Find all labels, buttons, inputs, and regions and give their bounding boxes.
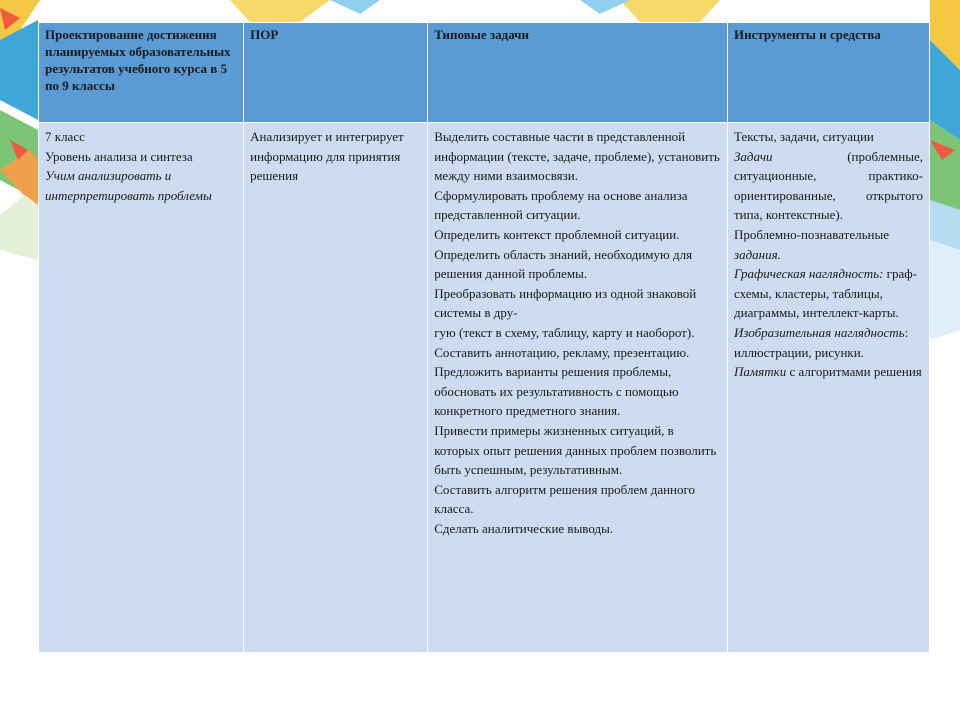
cell-typical-tasks [428, 123, 728, 653]
tools-problem [734, 225, 923, 264]
cell-por [244, 123, 428, 653]
tools-tasks-label: Задачи [734, 148, 773, 164]
table-row [39, 123, 930, 653]
header-cell-por: ПОР [244, 23, 428, 123]
task-item: Сформулировать проблему на основе анализа представленной ситуации. [434, 187, 688, 223]
tools-visual-label: Изобразительная наглядность [734, 324, 905, 340]
tools-memo-label: Памятки [734, 364, 787, 380]
cell-grade-level [39, 123, 244, 653]
task-item: Привести примеры жизненных ситуаций, в которых опыт решения данных проблем позволить быть успешным, результативным. [434, 422, 717, 478]
level-text: Уровень анализа и синтеза [45, 148, 193, 164]
task-item: Сделать аналитические выводы. [434, 520, 614, 536]
task-item: Составить алгоритм решения проблем данного класса. [434, 481, 696, 517]
grade-text: 7 класс [45, 129, 85, 144]
tools-visual-text: : иллюстрации, рисунки. [734, 324, 909, 360]
task-item: Выделить составные части в представленной информации (тексте, задаче, проблеме), установить между ними взаимосвязи. [434, 129, 720, 184]
header-cell-design: Проектирование достижения планируемых образовательных результатов учебного курса в 5 по 9 классы [39, 23, 244, 123]
tools-graphic-text: граф-схемы, кластеры, таблицы, диаграммы, интеллект-карты. [734, 266, 917, 321]
tools-problem-text: Проблемно-познавательные [734, 226, 889, 242]
results-table-container [38, 22, 930, 652]
header-cell-tools: Инструменты и средства [728, 23, 930, 123]
task-item: Составить аннотацию, рекламу, презентацию. [434, 344, 690, 360]
tools-tasks-text: (проблемные, ситуационные, практико-ориентированные, открытого типа, контекстные). [734, 148, 923, 223]
tools-visual [734, 323, 923, 362]
task-item: Определить область знаний, необходимую для решения данной проблемы. [434, 246, 693, 282]
task-item: Определить контекст проблемной ситуации. [434, 226, 680, 242]
goal-text: Учим анализировать и интерпретировать проблемы [45, 168, 212, 203]
tools-memo-text: с алгоритмами решения [789, 364, 922, 380]
table-header-row [39, 23, 930, 123]
por-text: Анализирует и интегрирует информацию для принятия решения [250, 129, 404, 184]
tools-tasks [734, 147, 923, 225]
task-item: гую (текст в схему, таблицу, карту и наоборот). [434, 324, 695, 340]
cell-tools [728, 123, 930, 653]
header-cell-typical-tasks: Типовые задачи [428, 23, 728, 123]
tools-graphic [734, 264, 923, 323]
tools-problem-label: задания. [734, 246, 781, 262]
tools-graphic-label: Графическая наглядность: [734, 266, 884, 282]
tools-memo [734, 362, 923, 382]
tools-line-texts: Тексты, задачи, ситуации [734, 129, 874, 144]
results-table [38, 22, 930, 652]
task-item: Преобразовать информацию из одной знаковой системы в дру- [434, 285, 697, 321]
task-item: Предложить варианты решения проблемы, обосновать их результативность с помощью конкретного предметного знания. [434, 364, 679, 419]
